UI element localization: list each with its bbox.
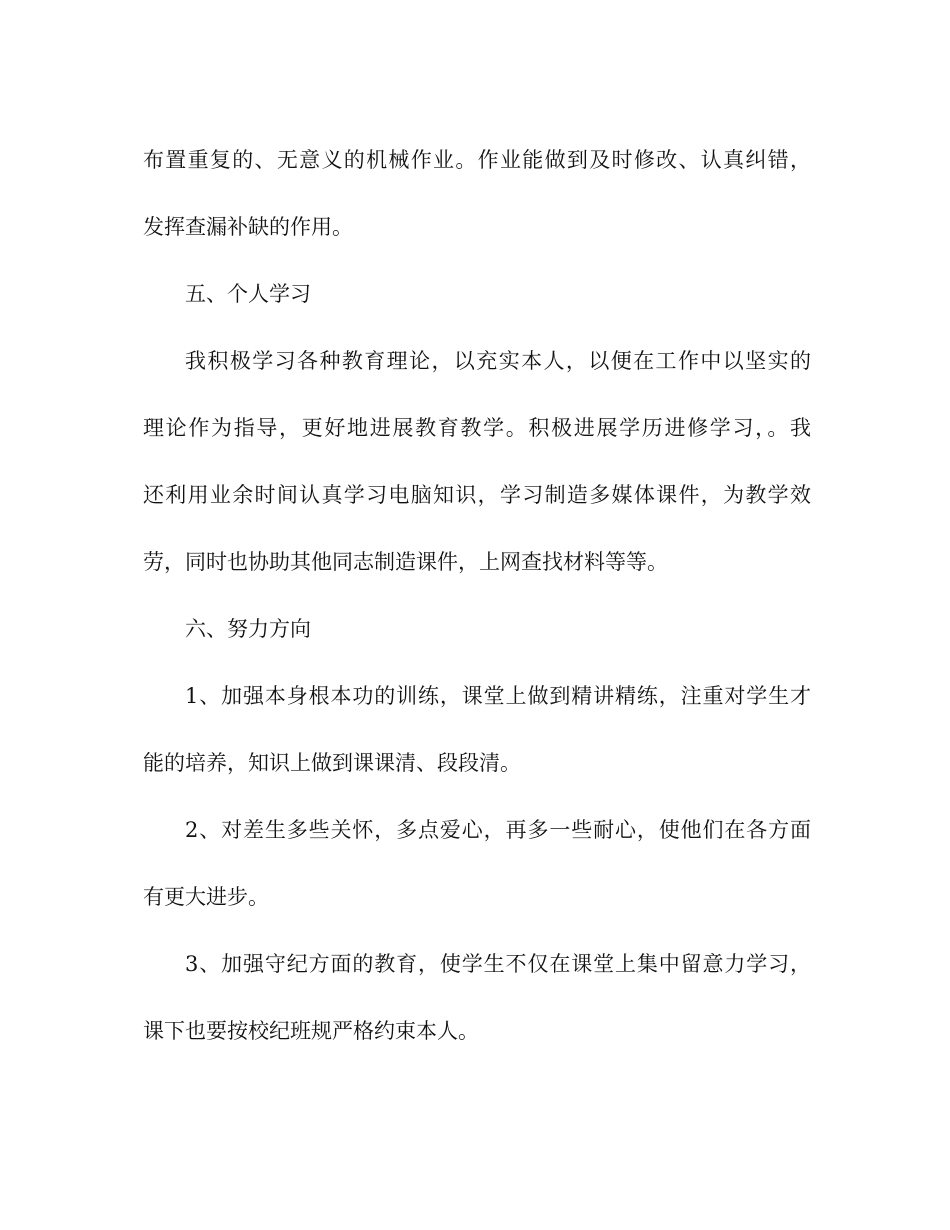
- text-line: 劳，同时也协助其他同志制造课件，上网查找材料等等。: [143, 550, 668, 574]
- text-line: 能的培养，知识上做到课课清、段段清。: [143, 751, 521, 775]
- list-item: 1、加强本身根本功的训练，课堂上做到精讲精练，注重对学生才: [185, 684, 811, 708]
- text-line: 发挥查漏补缺的作用。: [143, 215, 353, 239]
- text-line: 还利用业余时间认真学习电脑知识，学习制造多媒体课件，为教学效: [143, 483, 811, 507]
- list-item: 2、对差生多些关怀，多点爱心，再多一些耐心，使他们在各方面: [185, 818, 811, 842]
- text-line: 课下也要按校纪班规严格约束本人。: [143, 1019, 479, 1043]
- text-line: 有更大进步。: [143, 885, 269, 909]
- text-line: 理论作为指导，更好地进展教育教学。积极进展学历进修学习，。我: [143, 416, 811, 440]
- section-heading: 六、努力方向: [185, 617, 311, 641]
- document-body: [143, 144, 811, 1082]
- section-heading: 五、个人学习: [185, 282, 311, 306]
- text-line: 布置重复的、无意义的机械作业。作业能做到及时修改、认真纠错，: [143, 148, 811, 172]
- list-item: 3、加强守纪方面的教育，使学生不仅在课堂上集中留意力学习，: [185, 952, 811, 976]
- text-line: 我积极学习各种教育理论，以充实本人，以便在工作中以坚实的: [185, 349, 811, 373]
